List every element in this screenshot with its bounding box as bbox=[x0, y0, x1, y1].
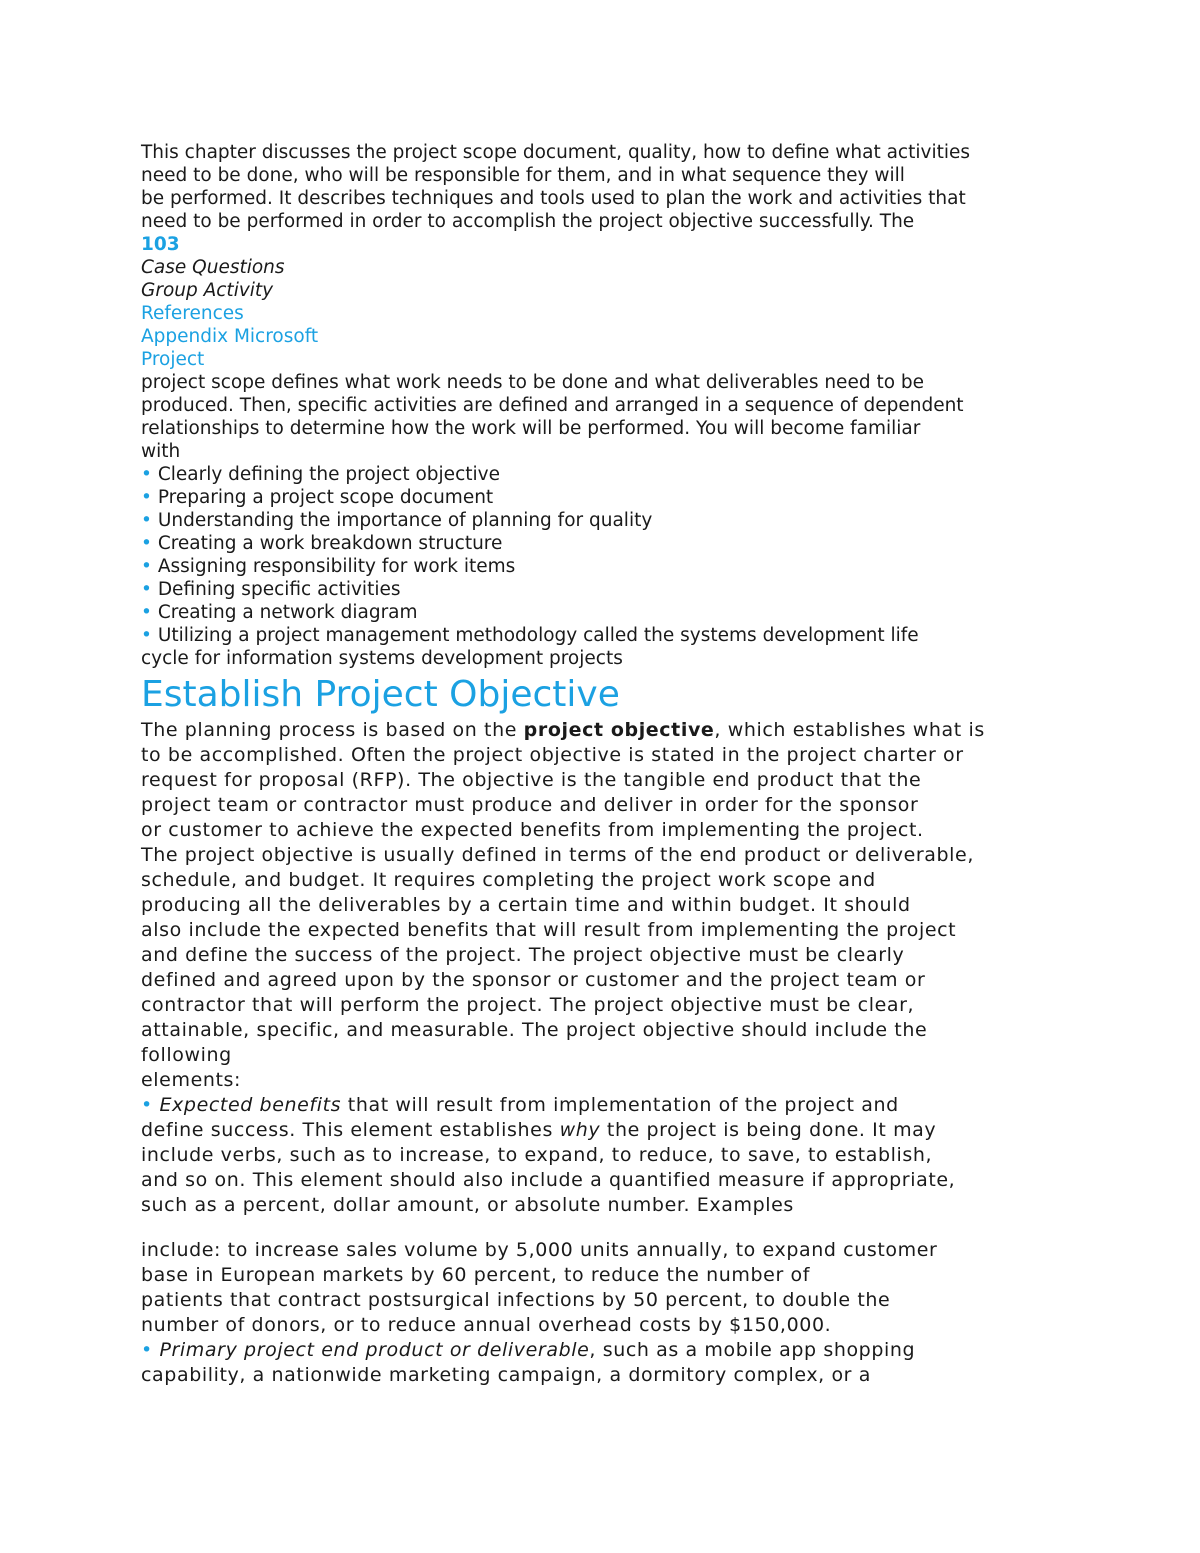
page-number: 103 bbox=[141, 234, 180, 255]
bullet-icon: • bbox=[141, 556, 152, 577]
bullet-icon: • bbox=[141, 487, 152, 508]
list-item-continuation: cycle for information systems development projects bbox=[141, 648, 623, 669]
group-activity-label: Group Activity bbox=[141, 280, 274, 301]
list-item bbox=[141, 601, 1081, 624]
body-line: include verbs, such as to increase, to expand, to reduce, to save, to establish, bbox=[141, 1144, 933, 1166]
body-line: such as a percent, dollar amount, or absolute number. Examples bbox=[141, 1194, 794, 1216]
body-text: define success. This element establishes bbox=[141, 1119, 560, 1141]
section-heading: Establish Project Objective bbox=[141, 674, 620, 715]
list-item-term: Primary project end product or deliverable bbox=[159, 1339, 590, 1361]
body-line: patients that contract postsurgical infections by 50 percent, to double the bbox=[141, 1289, 891, 1311]
bullet-icon: • bbox=[141, 510, 152, 531]
list-item-text: Defining specific activities bbox=[157, 579, 401, 600]
body-line: The project objective is usually defined in terms of the end product or deliverable, bbox=[141, 844, 974, 866]
body-line: elements: bbox=[141, 1069, 242, 1091]
body-line bbox=[141, 718, 1081, 743]
key-term: project objective bbox=[523, 719, 715, 741]
appendix-link[interactable]: Appendix Microsoft bbox=[141, 326, 319, 347]
list-item bbox=[141, 1093, 1081, 1118]
body-line: following bbox=[141, 1044, 232, 1066]
list-item-text: Utilizing a project management methodology called the systems development life bbox=[157, 625, 919, 646]
body-line: include: to increase sales volume by 5,000 units annually, to expand customer bbox=[141, 1239, 938, 1261]
list-item-text: Clearly defining the project objective bbox=[157, 464, 500, 485]
emphasis: why bbox=[559, 1119, 601, 1141]
list-item-text: , such as a mobile app shopping bbox=[589, 1339, 916, 1361]
bullet-icon: • bbox=[141, 1339, 153, 1361]
body-line: producing all the deliverables by a certain time and within budget. It should bbox=[141, 894, 911, 916]
body-text: the project is being done. It may bbox=[600, 1119, 937, 1141]
list-item-text: Assigning responsibility for work items bbox=[157, 556, 516, 577]
list-item bbox=[141, 463, 1081, 486]
bullet-icon: • bbox=[141, 579, 152, 600]
body-text: The planning process is based on the bbox=[141, 719, 524, 741]
body-line: and so on. This element should also include a quantified measure if appropriate, bbox=[141, 1169, 956, 1191]
list-item-text: Creating a work breakdown structure bbox=[157, 533, 503, 554]
bullet-icon: • bbox=[141, 464, 152, 485]
intro-section bbox=[141, 141, 1081, 670]
list-item-term: Expected benefits bbox=[159, 1094, 342, 1116]
list-item bbox=[141, 578, 1081, 601]
intro-line: This chapter discusses the project scope document, quality, how to define what activities bbox=[141, 142, 970, 163]
references-link[interactable]: References bbox=[141, 303, 244, 324]
scope-line: relationships to determine how the work will be performed. You will become familiar bbox=[141, 418, 921, 439]
list-item-text: that will result from implementation of the project and bbox=[341, 1094, 899, 1116]
body-line: request for proposal (RFP). The objective is the tangible end product that the bbox=[141, 769, 922, 791]
body-text: , which establishes what is bbox=[714, 719, 985, 741]
intro-line: be performed. It describes techniques and tools used to plan the work and activities that bbox=[141, 188, 966, 209]
list-item-text: Creating a network diagram bbox=[157, 602, 418, 623]
body-line: schedule, and budget. It requires completing the project work scope and bbox=[141, 869, 876, 891]
body-line: defined and agreed upon by the sponsor or customer and the project team or bbox=[141, 969, 926, 991]
list-item bbox=[141, 509, 1081, 532]
body-line: project team or contractor must produce and deliver in order for the sponsor bbox=[141, 794, 919, 816]
paragraph-gap bbox=[141, 1218, 1081, 1238]
list-item bbox=[141, 555, 1081, 578]
list-item-text: Understanding the importance of planning for quality bbox=[157, 510, 653, 531]
intro-line: need to be done, who will be responsible for them, and in what sequence they will bbox=[141, 165, 905, 186]
body-line: attainable, specific, and measurable. The project objective should include the bbox=[141, 1019, 928, 1041]
scope-line: produced. Then, specific activities are defined and arranged in a sequence of dependent bbox=[141, 395, 964, 416]
body-line bbox=[141, 1118, 1081, 1143]
body-line: number of donors, or to reduce annual overhead costs by $150,000. bbox=[141, 1314, 832, 1336]
body-line: or customer to achieve the expected benefits from implementing the project. bbox=[141, 819, 924, 841]
list-item bbox=[141, 486, 1081, 509]
list-item bbox=[141, 1338, 1081, 1363]
body-line: contractor that will perform the project. The project objective must be clear, bbox=[141, 994, 915, 1016]
scope-line: with bbox=[141, 441, 181, 462]
body-line: base in European markets by 60 percent, to reduce the number of bbox=[141, 1264, 811, 1286]
bullet-icon: • bbox=[141, 533, 152, 554]
body-line: capability, a nationwide marketing campaign, a dormitory complex, or a bbox=[141, 1364, 871, 1386]
body-line: to be accomplished. Often the project objective is stated in the project charter or bbox=[141, 744, 964, 766]
body-section bbox=[141, 718, 1081, 1388]
list-item-text: Preparing a project scope document bbox=[157, 487, 494, 508]
bullet-icon: • bbox=[141, 602, 152, 623]
scope-line: project scope defines what work needs to be done and what deliverables need to be bbox=[141, 372, 925, 393]
bullet-icon: • bbox=[141, 1094, 153, 1116]
project-link[interactable]: Project bbox=[141, 349, 205, 370]
case-questions-label: Case Questions bbox=[141, 257, 285, 278]
body-line: and define the success of the project. The project objective must be clearly bbox=[141, 944, 905, 966]
list-item bbox=[141, 532, 1081, 555]
list-item bbox=[141, 624, 1081, 647]
bullet-icon: • bbox=[141, 625, 152, 646]
intro-line: need to be performed in order to accomplish the project objective successfully. The bbox=[141, 211, 915, 232]
body-line: also include the expected benefits that will result from implementing the project bbox=[141, 919, 957, 941]
